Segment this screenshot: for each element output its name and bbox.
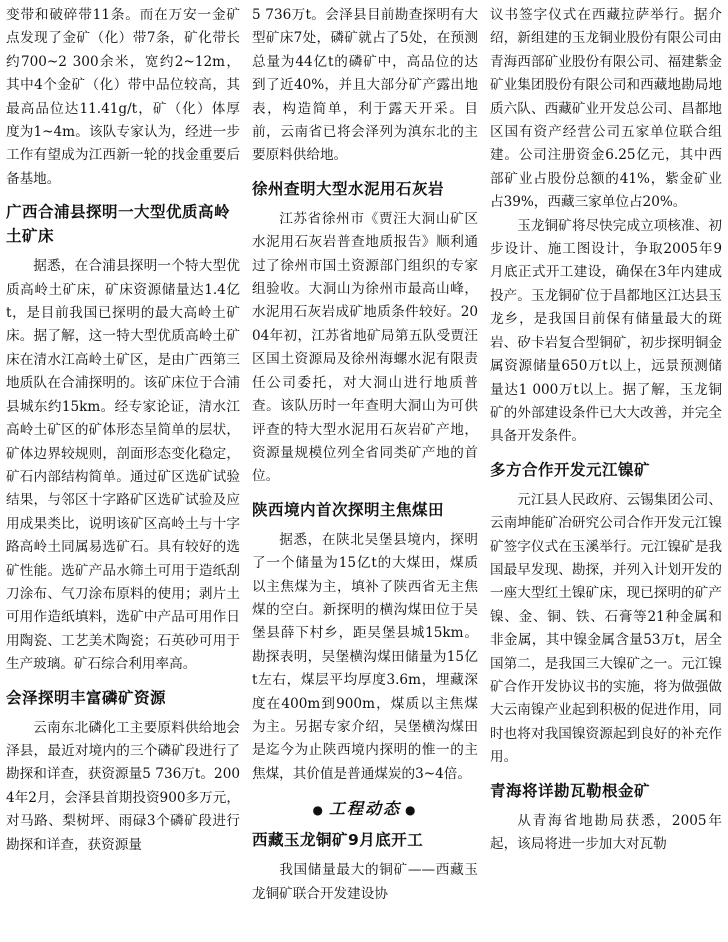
article-body-yulong-copper: 我国储量最大的铜矿——西藏玉龙铜矿联合开发建设协 [252,862,478,902]
article-body-shaanxi-coal: 据悉，在陕北吴堡县境内，探明了一个储量为15亿t的大煤田，煤质以主焦煤为主，填补了陕西省无主焦煤的空白。新探明的横沟煤田位于吴堡县薛下村乡，距吴堡县城15km。勘探表明，吴堡横沟煤田储量为15亿t左右，煤层平均厚度3.6m，埋藏深度在400m到900m，煤质以主焦煤为主。另据专家介绍，吴堡横沟煤田是迄今为止陕西境内探明的惟一的主焦煤，其价值是普通煤炭的3~4倍。 [252,531,478,782]
article-title-qinghai-gold: 青海将详勘瓦勒根金矿 [490,781,651,800]
article-continuation-yulong: 议书签字仪式在西藏拉萨举行。据介绍，新组建的玉龙铜业股份有限公司由青海西部矿业股份有限公司、福建紫金矿业集团股份有限公司和西藏地勘局地质六队、西藏矿业开发总公司、昌都地区国有资产经营公司五家单位联合组建。公司注册资金6.25亿元，其中西部矿业占股份总额的41%，紫金矿业占39%，西藏三家单位占20%。 [490,7,722,211]
article-body-xuzhou-limestone: 江苏省徐州市《贾汪大洞山矿区水泥用石灰岩普查地质报告》顺利通过了徐州市国土资源部门组织的专家组验收。大洞山为徐州市最高山峰，水泥用石灰岩成矿地质条件较好。2004年初，江苏省地矿局第五队受贾汪区国土资源局及徐州海螺水泥有限责任公司委托，对大洞山进行地质普查。该队历时一年查明大洞山为可供评查的特大型水泥用石灰岩矿产地，资源量规模位列全省同类矿产地的首位。 [252,210,478,485]
article-title-yulong-copper: 西藏玉龙铜矿9月底开工 [252,831,424,850]
section-heading-engineering-news [252,796,478,819]
bullet-dot-icon: ● [405,802,418,817]
article-title-xuzhou-limestone: 徐州查明大型水泥用石灰岩 [252,179,445,198]
article-title-guangxi-kaolin: 广西合浦县探明一大型优质高岭土矿床 [6,203,231,246]
article-title-shaanxi-coal: 陕西境内首次探明主焦煤田 [252,500,445,519]
article-continuation-text: 变带和破碎带11条。而在万安一金矿点发现了金矿（化）带7条，矿化带长约700~2 300余米，宽约2~12m，其中4个金矿（化）带中品位较高，其最高品位达11.41g/t，矿（化）体厚度为1~4m。该队专家认为，经进一步工作有望成为江西新一轮的找金重要后备基地。 [6,7,240,187]
article-continuation-huize: 5 736万t。会泽县目前勘查探明有大型矿床7处，磷矿就占了5处，在预测总量为44亿t的磷矿中，高品位的达到了近40%，并且大部分矿产露出地表，构造简单，利于露天开采。目前，云南省已将会泽列为滇东北的主要原料供给地。 [252,7,478,164]
article-body-qinghai-gold: 从青海省地勘局获悉，2005年起，该局将进一步加大对瓦勒 [490,812,722,852]
article-body-yuanjiang-nickel: 元江县人民政府、云锡集团公司、云南坤能矿冶研究公司合作开发元江镍矿签字仪式在玉溪举行。元江镍矿是我国最早发现、勘探，并列入计划开发的一座大型红土镍矿床，现已探明的矿产镍、金、铜、铁、石膏等21种金属和非金属，其中镍金属含量53万t，居全国第二，是我国三大镍矿之一。元江镍矿合作开发协议书的实施，将为做强做大云南镍产业起到积极的促进作用，同时也将对我国镍资源起到良好的补充作用。 [490,491,722,766]
section-heading-text: 工程动态 [328,799,401,819]
article-body-guangxi-kaolin: 据悉，在合浦县探明一个特大型优质高岭土矿床，矿床资源储量达1.4亿t，是目前我国已探明的最大高岭土矿床。据了解，这一特大型优质高岭土矿床在清水江高岭土矿区，是由广西第三地质队在合浦探明的。该矿床位于合浦县城东约15km。经专家论证，清水江高岭土矿区的矿体形态呈简单的层状，矿体边界较规则，剖面形态变化稳定，矿石内部结构简单。通过矿区选矿试验结果，与邻区十字路矿区选矿试验及应用成果类比，说明该矿区高岭土与十字路高岭土同属易选矿石。具有较好的选矿性能。选矿产品水筛土可用于造纸刮刀涂布、气刀涂布原料的使用；剥片土可用作造纸填料，选矿中产品可用作日用陶瓷、工艺美术陶瓷；石英砂可用于生产玻璃。矿石综合利用率高。 [6,258,240,673]
column-middle [252,4,478,942]
article-title-yuanjiang-nickel: 多方合作开发元江镍矿 [490,460,651,479]
bullet-dot-icon: ● [312,802,325,817]
column-right [490,4,722,942]
column-left [6,4,240,942]
article-title-huize-phosphate: 会泽探明丰富磷矿资源 [6,688,167,707]
article-body-huize-phosphate: 云南东北磷化工主要原料供给地会泽县，最近对境内的三个磷矿段进行了勘探和详查，获资源量5 736万t。2004年2月，会泽县首期投资900多万元，对马路、梨树坪、雨碌3个磷矿段进行勘探和详查，获资源量 [6,719,240,853]
article-body-yulong-paragraph-2: 玉龙铜矿将尽快完成立项核准、初步设计、施工图设计，争取2005年9月底正式开工建设，确保在3年内建成投产。玉龙铜矿位于昌都地区江达县玉龙乡，是我国目前保有储量最大的斑岩、矽卡岩复合型铜矿，初步探明铜金属资源储量650万t以上，远景预测储量达1 000万t以上。据了解，玉龙铜矿的外部建设条件已大大改善，并完全具备开发条件。 [490,217,722,445]
